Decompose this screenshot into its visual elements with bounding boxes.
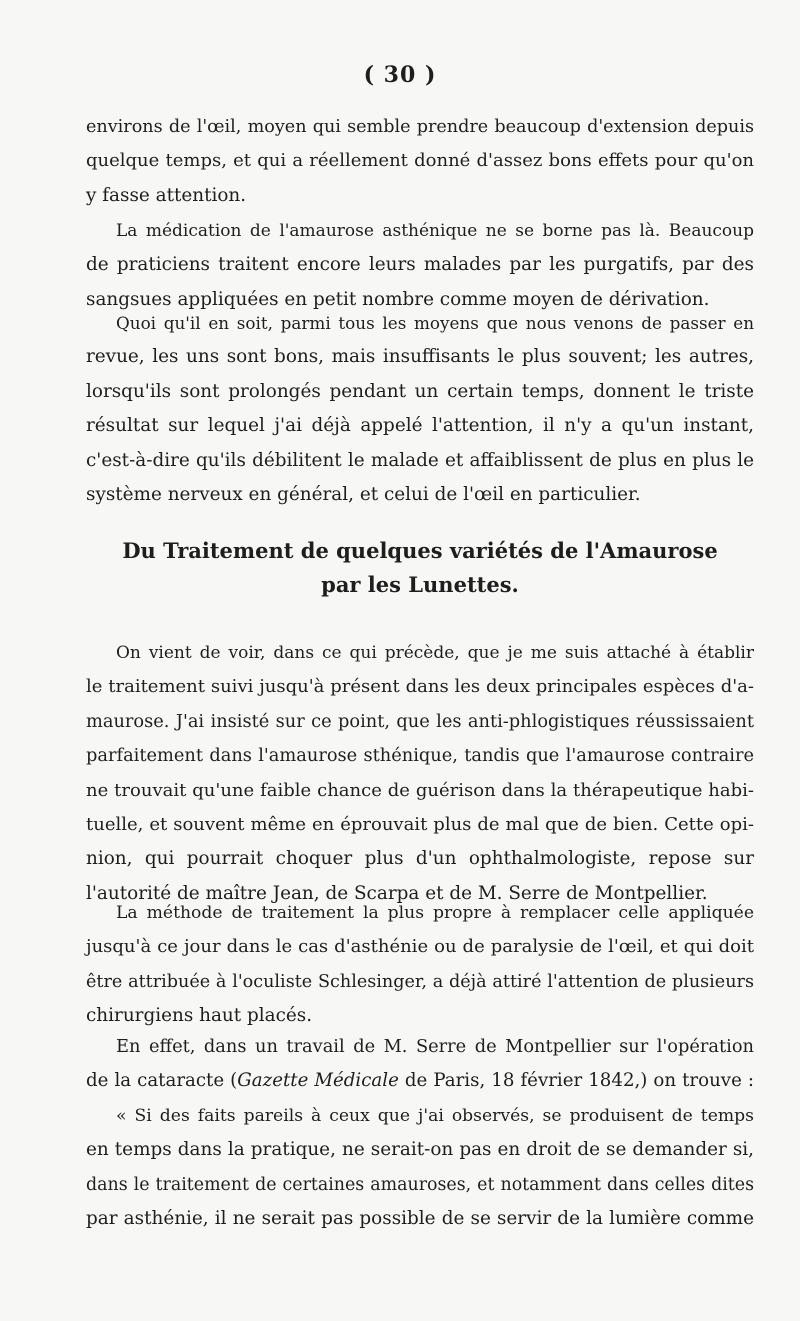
text-line: La méthode de traitement la plus propre à remplacer celle appliquée <box>116 903 754 923</box>
text-line: environs de l'œil, moyen qui semble prendre beaucoup d'extension depuis <box>86 117 754 137</box>
heading-line-2: par les Lunettes. <box>321 572 519 597</box>
text-line: être attribuée à l'oculiste Schlesinger, a déjà attiré l'attention de plusieurs <box>86 971 754 992</box>
paragraph-medication <box>86 214 754 317</box>
text-line: en temps dans la pratique, ne serait-on pas en droit de se demander si, <box>86 1139 754 1161</box>
text-line: Quoi qu'il en soit, parmi tous les moyens que nous venons de passer en <box>116 313 754 333</box>
text-line: En effet, dans un travail de M. Serre de Montpellier sur l'opération <box>116 1036 754 1057</box>
text-line: système nerveux en général, et celui de l'œil en particulier. <box>86 484 641 506</box>
heading-line-1: Du Traitement de quelques variétés de l'Amaurose <box>122 538 718 563</box>
text-line: l'autorité de maître Jean, de Scarpa et de M. Serre de Montpellier. <box>86 882 708 904</box>
section-heading <box>86 534 754 602</box>
text-line: « Si des faits pareils à ceux que j'ai observés, se produisent de temps <box>116 1105 754 1126</box>
text-line-citation <box>86 1064 754 1098</box>
text-line: jusqu'à ce jour dans le cas d'asthénie ou de paralysie de l'œil, et qui doit <box>86 936 754 958</box>
paragraph-treatment <box>86 636 754 911</box>
text-line: chirurgiens haut placés. <box>86 1005 313 1027</box>
text-line: ne trouvait qu'une faible chance de guérison dans la thérapeutique habi- <box>86 779 754 801</box>
citation-suffix: de Paris, 18 février 1842,) on trouve : <box>398 1070 754 1092</box>
text-line: dans le traitement de certaines amauroses, et notamment dans celles dites <box>86 1174 754 1195</box>
journal-title: Gazette Médicale <box>237 1070 399 1092</box>
text-line: résultat sur lequel j'ai déjà appelé l'attention, il n'y a qu'un instant, <box>86 415 754 437</box>
text-line: La médication de l'amaurose asthénique ne se borne pas là. Beaucoup <box>116 221 754 241</box>
page-number: ( 30 ) <box>363 62 437 88</box>
text-line: de praticiens traitent encore leurs malades par les purgatifs, par des <box>86 254 754 276</box>
text-line: sangsues appliquées en petit nombre comme moyen de dérivation. <box>86 288 710 310</box>
text-line: lorsqu'ils sont prolongés pendant un certain temps, donnent le triste <box>86 380 754 402</box>
paragraph-conclusion <box>86 306 754 512</box>
paragraph-citation <box>86 1030 754 1236</box>
text-line: On vient de voir, dans ce qui précède, que je me suis attaché à établir <box>116 643 754 663</box>
text-line: quelque temps, et qui a réellement donné d'assez bons effets pour qu'on <box>86 150 754 172</box>
text-line: tuelle, et souvent même en éprouvait plus de mal que de bien. Cette opi- <box>86 814 754 836</box>
text-line: le traitement suivi jusqu'à présent dans les deux principales espèces d'a- <box>86 676 754 698</box>
text-line: y fasse attention. <box>86 184 247 206</box>
text-line: c'est-à-dire qu'ils débilitent le malade et affaiblissent de plus en plus le <box>86 449 754 471</box>
text-line: revue, les uns sont bons, mais insuffisants le plus souvent; les autres, <box>86 346 754 368</box>
text-line: maurose. J'ai insisté sur ce point, que les anti-phlogistiques réussissaient <box>86 710 754 732</box>
text-line: par asthénie, il ne serait pas possible de se servir de la lumière comme <box>86 1208 754 1230</box>
text-line: nion, qui pourrait choquer plus d'un ophthalmologiste, repose sur <box>86 848 754 870</box>
citation-prefix: de la cataracte ( <box>86 1070 238 1092</box>
paragraph-method <box>86 896 754 1034</box>
paragraph-continuation <box>86 110 754 213</box>
text-line: parfaitement dans l'amaurose sthénique, tandis que l'amaurose contraire <box>86 745 754 767</box>
